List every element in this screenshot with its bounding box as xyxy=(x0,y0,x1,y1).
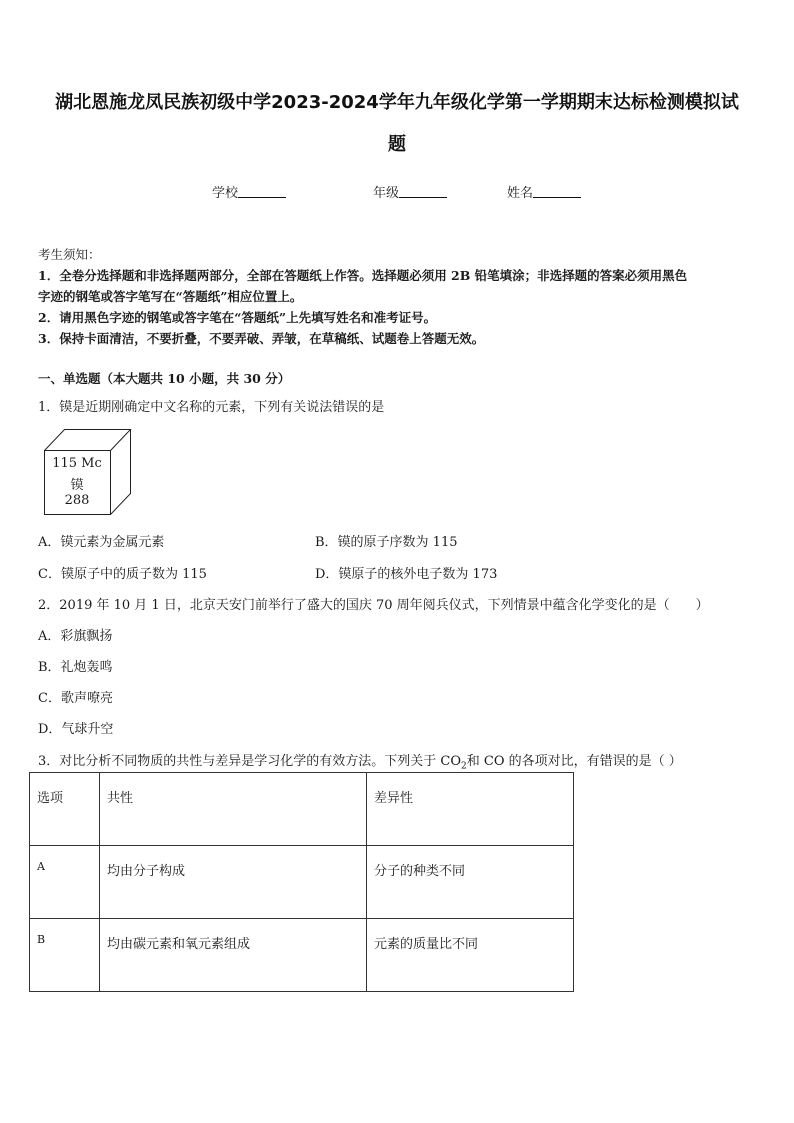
table-cell: 均由碳元素和氧元素组成 xyxy=(100,919,367,992)
q2-stem: 2．2019 年 10 月 1 日，北京天安门前举行了盛大的国庆 70 周年阅兵仪式，下列情景中蕴含化学变化的是（ ） xyxy=(38,598,709,613)
notice-item-2: 2．请用黑色字迹的钢笔或答字笔在“答题纸”上先填写姓名和准考证号。 xyxy=(38,310,437,325)
table-cell: B xyxy=(30,919,100,992)
notice-item-1: 1．全卷分选择题和非选择题两部分，全部在答题纸上作答。选择题必须用 2B 铅笔填涂；非选择题的答案必须用黑色 xyxy=(38,268,688,283)
table-cell: 均由分子构成 xyxy=(100,846,367,919)
q3-stem-part2: 和 CO 的各项对比，有错误的是（ ） xyxy=(466,754,682,769)
grade-label: 年级 xyxy=(373,186,400,201)
name-field xyxy=(507,182,581,201)
table-header-cell: 差异性 xyxy=(367,773,574,846)
page-title: 湖北恩施龙凤民族初级中学2023-2024学年九年级化学第一学期期末达标检测模拟试 xyxy=(55,92,739,113)
table-header-row xyxy=(30,773,574,846)
school-field xyxy=(212,182,286,201)
element-mass: 288 xyxy=(64,493,90,508)
element-name: 镆 xyxy=(70,478,84,493)
school-label: 学校 xyxy=(212,186,239,201)
table-cell: A xyxy=(30,846,100,919)
q2-option-d[interactable]: D．气球升空 xyxy=(38,722,114,737)
q3-stem xyxy=(38,750,682,772)
q1-option-b[interactable]: B．镆的原子序数为 115 xyxy=(315,535,458,550)
element-card xyxy=(44,429,132,515)
q1-option-d[interactable]: D．镆原子的核外电子数为 173 xyxy=(315,567,498,582)
q1-option-c[interactable]: C．镆原子中的质子数为 115 xyxy=(38,567,207,582)
q2-option-b[interactable]: B．礼炮轰鸣 xyxy=(38,660,113,675)
notice-heading: 考生须知： xyxy=(38,247,101,262)
notice-item-1-cont: 字迹的钢笔或答字笔写在“答题纸”相应位置上。 xyxy=(38,289,303,304)
q3-stem-part1: 3．对比分析不同物质的共性与差异是学习化学的有效方法。下列关于 CO xyxy=(38,754,462,769)
q3-comparison-table xyxy=(29,772,574,992)
table-header-cell: 选项 xyxy=(30,773,100,846)
q1-option-a[interactable]: A．镆元素为金属元素 xyxy=(38,535,165,550)
q2-option-c[interactable]: C．歌声嘹亮 xyxy=(38,691,113,706)
q1-stem: 1．镆是近期刚确定中文名称的元素，下列有关说法错误的是 xyxy=(38,400,385,415)
table-cell: 分子的种类不同 xyxy=(367,846,574,919)
table-header-cell: 共性 xyxy=(100,773,367,846)
name-label: 姓名 xyxy=(507,186,534,201)
notice-item-3: 3．保持卡面清洁，不要折叠，不要弄破、弄皱，在草稿纸、试题卷上答题无效。 xyxy=(38,331,485,346)
q3-stem-subscript: 2 xyxy=(461,761,467,772)
q2-option-a[interactable]: A．彩旗飘扬 xyxy=(38,629,113,644)
grade-blank xyxy=(399,185,447,198)
table-row[interactable] xyxy=(30,846,574,919)
table-cell: 元素的质量比不同 xyxy=(367,919,574,992)
grade-field xyxy=(373,182,447,201)
page-title-continued: 题 xyxy=(388,134,406,155)
element-number-symbol: 115 Mc xyxy=(52,456,102,471)
section-heading: 一、单选题（本大题共 10 小题，共 30 分） xyxy=(38,371,291,386)
table-row[interactable] xyxy=(30,919,574,992)
school-blank xyxy=(238,185,286,198)
name-blank xyxy=(533,185,581,198)
